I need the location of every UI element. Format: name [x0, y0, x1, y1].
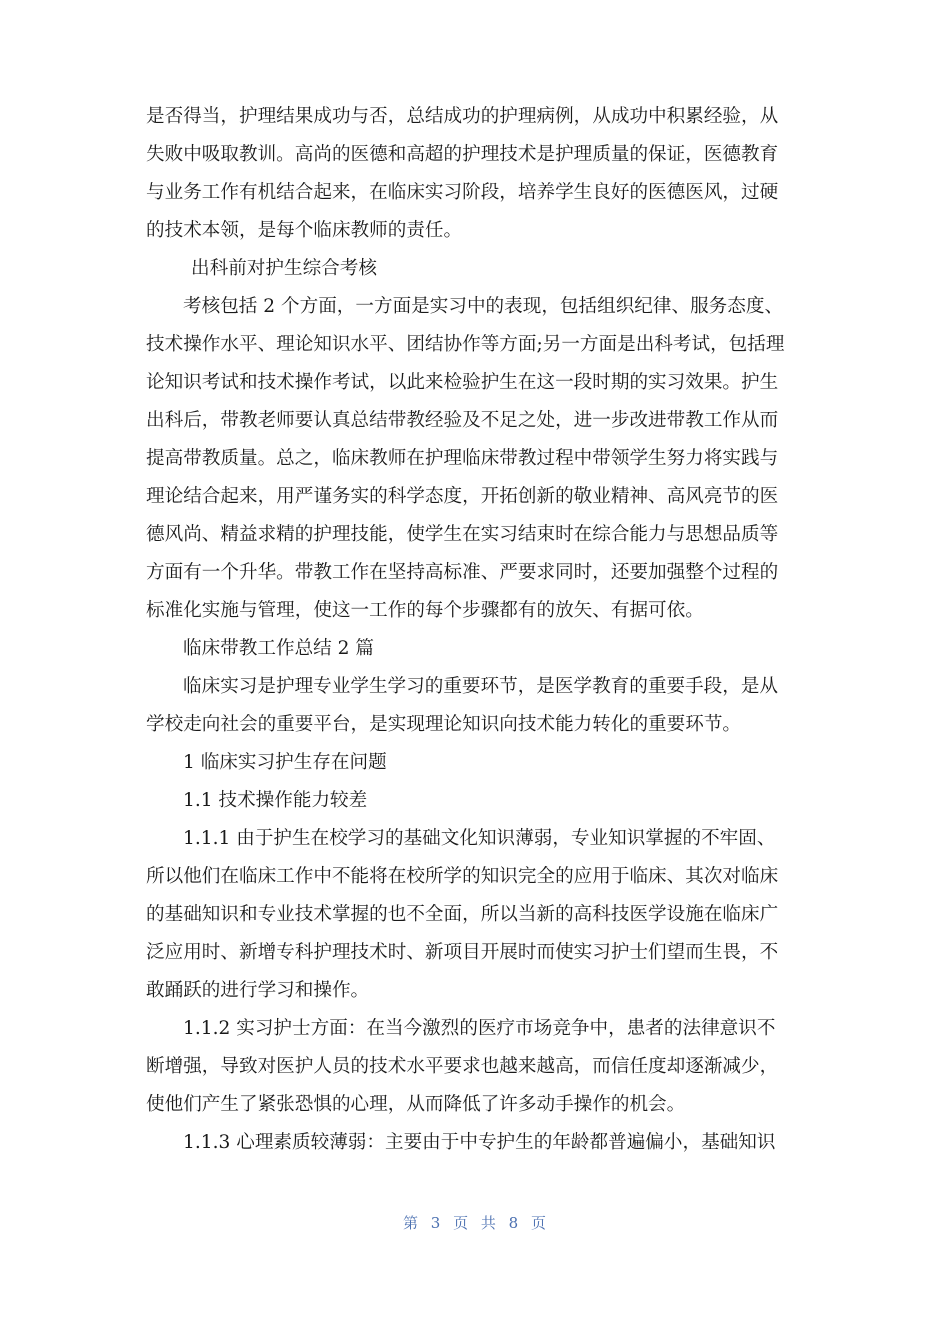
text-line: 技术操作水平、理论知识水平、团结协作等方面;另一方面是出科考试，包括理	[146, 334, 785, 355]
text-line: 考核包括 2 个方面，一方面是实习中的表现，包括组织纪律、服务态度、	[183, 296, 784, 317]
text-line: 1.1.3 心理素质较薄弱：主要由于中专护生的年龄都普遍偏小，基础知识	[183, 1132, 776, 1153]
text-line: 出科后，带教老师要认真总结带教经验及不足之处，进一步改进带教工作从而	[146, 410, 779, 431]
page-number-footer: 第 3 页 共 8 页	[403, 1214, 547, 1232]
text-line: 1.1.1 由于护生在校学习的基础文化知识薄弱，专业知识掌握的不牢固、	[183, 828, 776, 849]
text-line: 泛应用时、新增专科护理技术时、新项目开展时而使实习护士们望而生畏，不	[146, 942, 779, 963]
text-line: 理论结合起来，用严谨务实的科学态度，开拓创新的敬业精神、高风亮节的医	[146, 486, 779, 507]
text-line: 方面有一个升华。带教工作在坚持高标准、严要求同时，还要加强整个过程的	[146, 562, 779, 583]
text-line: 学校走向社会的重要平台，是实现理论知识向技术能力转化的重要环节。	[146, 714, 742, 735]
text-line: 是否得当，护理结果成功与否，总结成功的护理病例，从成功中积累经验，从	[146, 106, 779, 127]
text-line: 1.1 技术操作能力较差	[183, 790, 368, 811]
text-line: 1 临床实习护生存在问题	[183, 752, 387, 773]
text-line: 与业务工作有机结合起来，在临床实习阶段，培养学生良好的医德医风，过硬	[146, 182, 779, 203]
text-line: 敢踊跃的进行学习和操作。	[146, 980, 370, 1001]
text-line: 出科前对护生综合考核	[191, 258, 377, 279]
text-line: 论知识考试和技术操作考试，以此来检验护生在这一段时期的实习效果。护生	[146, 372, 779, 393]
text-line: 使他们产生了紧张恐惧的心理，从而降低了许多动手操作的机会。	[146, 1094, 686, 1115]
text-line: 所以他们在临床工作中不能将在校所学的知识完全的应用于临床、其次对临床	[146, 866, 779, 887]
text-line: 失败中吸取教训。高尚的医德和高超的护理技术是护理质量的保证，医德教育	[146, 144, 779, 165]
text-line: 的基础知识和专业技术掌握的也不全面，所以当新的高科技医学设施在临床广	[146, 904, 779, 925]
text-line: 提高带教质量。总之，临床教师在护理临床带教过程中带领学生努力将实践与	[146, 448, 779, 469]
document-body	[146, 98, 804, 1162]
text-line: 临床带教工作总结 2 篇	[183, 638, 374, 659]
text-line: 断增强，导致对医护人员的技术水平要求也越来越高，而信任度却逐渐减少，	[146, 1056, 779, 1077]
text-line: 德风尚、精益求精的护理技能，使学生在实习结束时在综合能力与思想品质等	[146, 524, 779, 545]
text-line: 标准化实施与管理，使这一工作的每个步骤都有的放矢、有据可依。	[146, 600, 704, 621]
text-line: 临床实习是护理专业学生学习的重要环节，是医学教育的重要手段，是从	[183, 676, 779, 697]
text-line: 的技术本领，是每个临床教师的责任。	[146, 220, 463, 241]
text-line: 1.1.2 实习护士方面：在当今激烈的医疗市场竞争中，患者的法律意识不	[183, 1018, 776, 1039]
